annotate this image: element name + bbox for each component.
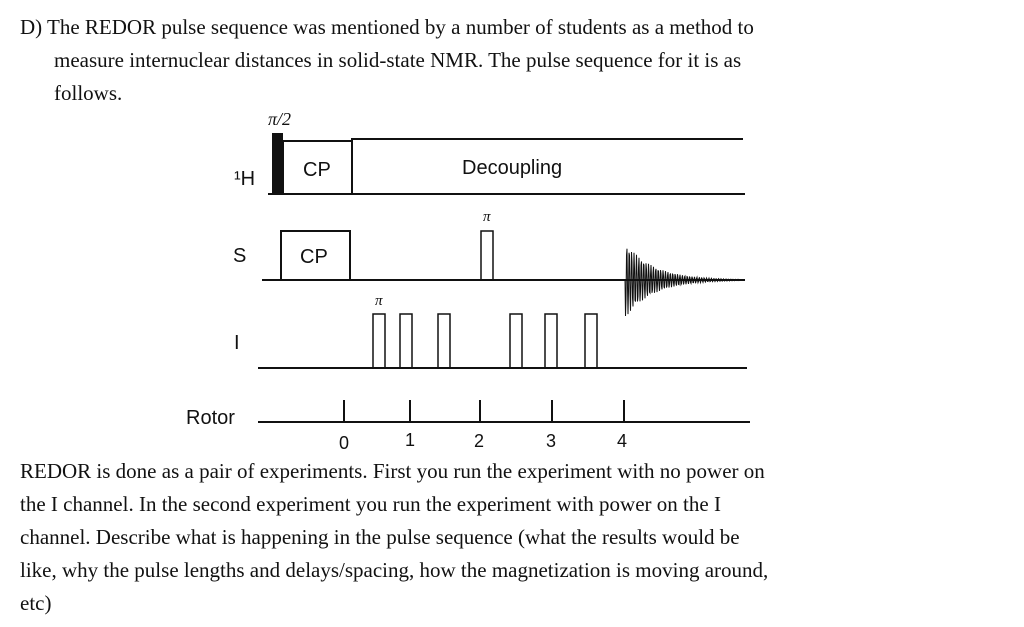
rotor-tick-label-1: 1 bbox=[405, 430, 416, 450]
rotor-tick-label-2: 2 bbox=[474, 431, 485, 451]
i-pi-pulse-4 bbox=[510, 314, 522, 368]
question-line-1: D) The REDOR pulse sequence was mentioned by a number of students as a method to bbox=[20, 15, 754, 39]
description-line-2: the I channel. In the second experiment you run the experiment with power on the I bbox=[20, 492, 721, 516]
s-channel-label: S bbox=[233, 245, 247, 267]
rotor-label: Rotor bbox=[186, 407, 235, 429]
decoupling-label: Decoupling bbox=[462, 157, 563, 179]
question-line-2: measure internuclear distances in solid-state NMR. The pulse sequence for it is as bbox=[54, 48, 742, 72]
description-line-1: REDOR is done as a pair of experiments. First you run the experiment with no power on bbox=[20, 459, 765, 483]
i-pi-pulse-2 bbox=[400, 314, 412, 368]
rotor-tick-label-0: 0 bbox=[339, 433, 350, 453]
s-pi-pulse bbox=[481, 231, 493, 280]
description-line-4: like, why the pulse lengths and delays/spacing, how the magnetization is moving around, bbox=[20, 558, 769, 582]
question-line-3: follows. bbox=[54, 81, 123, 105]
s-fid-waveform bbox=[625, 249, 740, 316]
s-pi-label: π bbox=[483, 209, 491, 225]
description-line-5: etc) bbox=[20, 591, 52, 615]
s-cp-label: CP bbox=[300, 246, 328, 268]
i-pi-pulse-1 bbox=[373, 314, 385, 368]
s-fid-signal bbox=[625, 249, 740, 316]
description-text bbox=[20, 455, 1015, 620]
i-pi-pulse-5 bbox=[545, 314, 557, 368]
h-cp-label: CP bbox=[303, 159, 331, 181]
pi-half-label: π/2 bbox=[268, 109, 292, 129]
description-line-3: channel. Describe what is happening in the pulse sequence (what the results would be bbox=[20, 525, 740, 549]
i-pi-pulse-6 bbox=[585, 314, 597, 368]
rotor-tick-label-3: 3 bbox=[546, 431, 557, 451]
i-channel-label: I bbox=[234, 332, 240, 354]
i-pi-pulse-3 bbox=[438, 314, 450, 368]
h-channel-label: ¹H bbox=[234, 168, 256, 190]
h-pi-half-pulse bbox=[272, 133, 283, 194]
i-pi-label: π bbox=[375, 293, 383, 309]
rotor-tick-label-4: 4 bbox=[617, 431, 628, 451]
